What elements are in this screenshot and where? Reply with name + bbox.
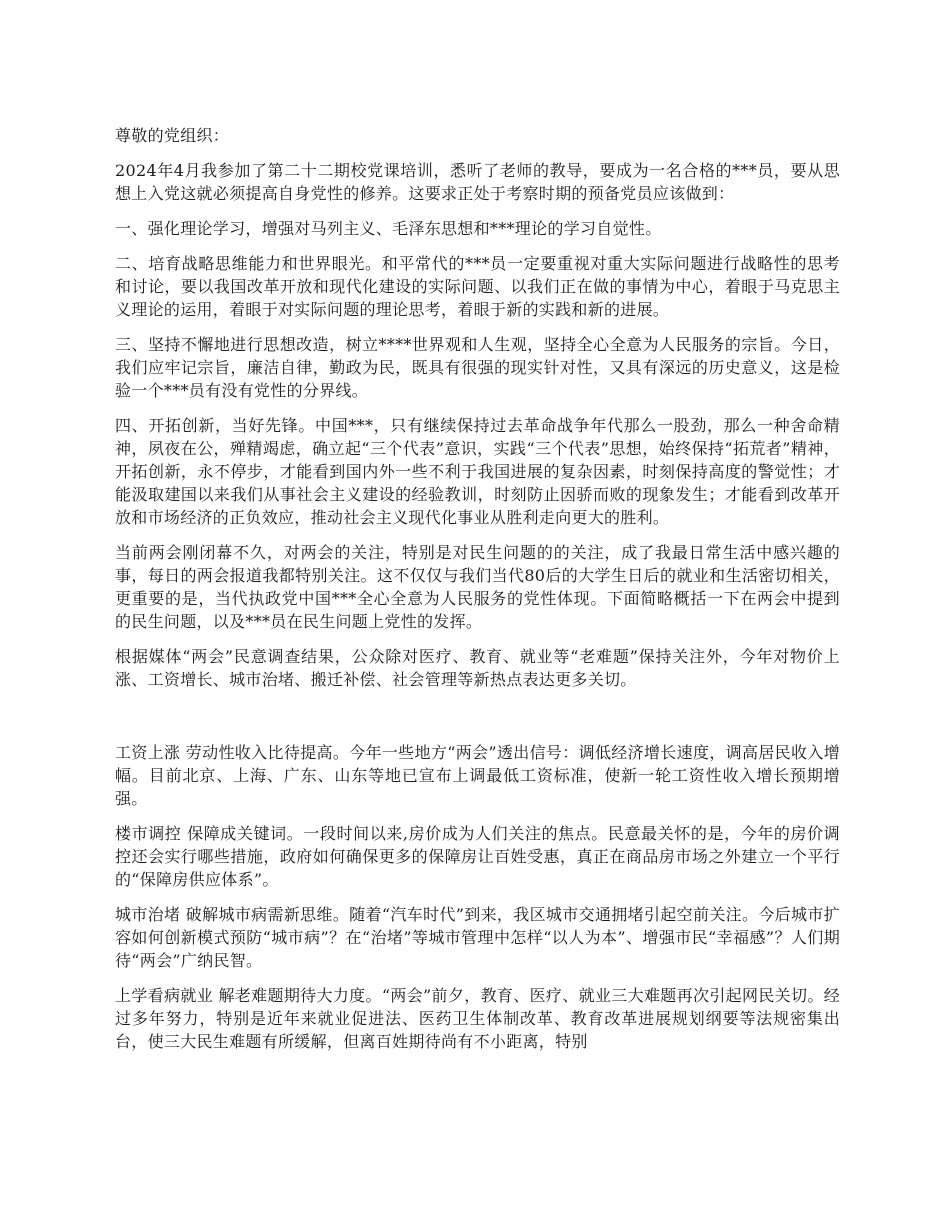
salutation: 尊敬的党组织：	[115, 126, 230, 145]
paragraph-point-4: 四、开拓创新，当好先锋。中国***，只有继续保持过去革命战争年代那么一股劲，那么一种舍命精神，夙夜在公，殚精竭虑，确立起“三个代表”意识，实践“三个代表”思想，始终保持“拓荒者”精神，开拓创新，永不停步，才能看到国内外一些不利于我国进展的复杂因素，时刻保持高度的警觉性；才能汲取建国以来我们从事社会主义建设的经验教训，时刻防止因骄而败的现象发生；才能看到改革开放和市场经济的正负效应，推动社会主义现代化事业从胜利走向更大的胜利。	[115, 416, 840, 527]
paragraph-housing: 楼市调控 保障成关键词。一段时间以来,房价成为人们关注的焦点。民意最关怀的是，今年的房价调控还会实行哪些措施，政府如何确保更多的保障房让百姓受惠，真正在商品房市场之外建立一个平行的“保障房供应体系”。	[115, 824, 840, 889]
paragraph-wages: 工资上涨 劳动性收入比待提高。今年一些地方“两会”透出信号：调低经济增长速度，调高居民收入增幅。目前北京、上海、广东、山东等地已宣布上调最低工资标准，使新一轮工资性收入增长预期增强。	[115, 743, 840, 808]
section-gap	[115, 703, 840, 741]
paragraph-point-2: 二、培育战略思维能力和世界眼光。和平常代的***员一定要重视对重大实际问题进行战略性的思考和讨论，要以我国改革开放和现代化建设的实际问题、以我们正在做的事情为中心，着眼于马克思主义理论的运用，着眼于对实际问题的理论思考，着眼于新的实践和新的进展。	[115, 254, 840, 319]
paragraph-point-3: 三、坚持不懈地进行思想改造，树立****世界观和人生观，坚持全心全意为人民服务的宗旨。今日，我们应牢记宗旨，廉洁自律，勤政为民，既具有很强的现实针对性，又具有深远的历史意义，这是检验一个***员有没有党性的分界线。	[115, 335, 840, 400]
paragraph-education-health-jobs: 上学看病就业 解老难题期待大力度。“两会”前夕，教育、医疗、就业三大难题再次引起网民关切。经过多年努力，特别是近年来就业促进法、医药卫生体制改革、教育改革进展规划纲要等法规密集出台，使三大民生难题有所缓解，但离百姓期待尚有不小距离，特别	[115, 986, 840, 1051]
document-body	[115, 124, 840, 1065]
paragraph-intro: 2024年4月我参加了第二十二期校党课培训，悉听了老师的教导，要成为一名合格的***员，要从思想上入党这就必须提高自身党性的修养。这要求正处于考察时期的预备党员应该做到：	[115, 161, 840, 203]
paragraph-two-sessions: 当前两会刚闭幕不久，对两会的关注，特别是对民生问题的的关注，成了我最日常生活中感兴趣的事，每日的两会报道我都特别关注。这不仅仅与我们当代80后的大学生日后的就业和生活密切相关，更重要的是，当代执政党中国***全心全意为人民服务的党性体现。下面简略概括一下在两会中提到的民生问题，以及***员在民生问题上党性的发挥。	[115, 543, 840, 631]
paragraph-survey: 根据媒体“两会”民意调查结果，公众除对医疗、教育、就业等“老难题”保持关注外，今年对物价上涨、工资增长、城市治堵、搬迁补偿、社会管理等新热点表达更多关切。	[115, 647, 840, 689]
paragraph-traffic: 城市治堵 破解城市病需新思维。随着“汽车时代”到来，我区城市交通拥堵引起空前关注。今后城市扩容如何创新模式预防“城市病”？在“治堵”等城市管理中怎样“以人为本”、增强市民“幸福感”？人们期待“两会”广纳民智。	[115, 905, 840, 970]
paragraph-point-1: 一、强化理论学习，增强对马列主义、毛泽东思想和***理论的学习自觉性。	[115, 219, 662, 238]
